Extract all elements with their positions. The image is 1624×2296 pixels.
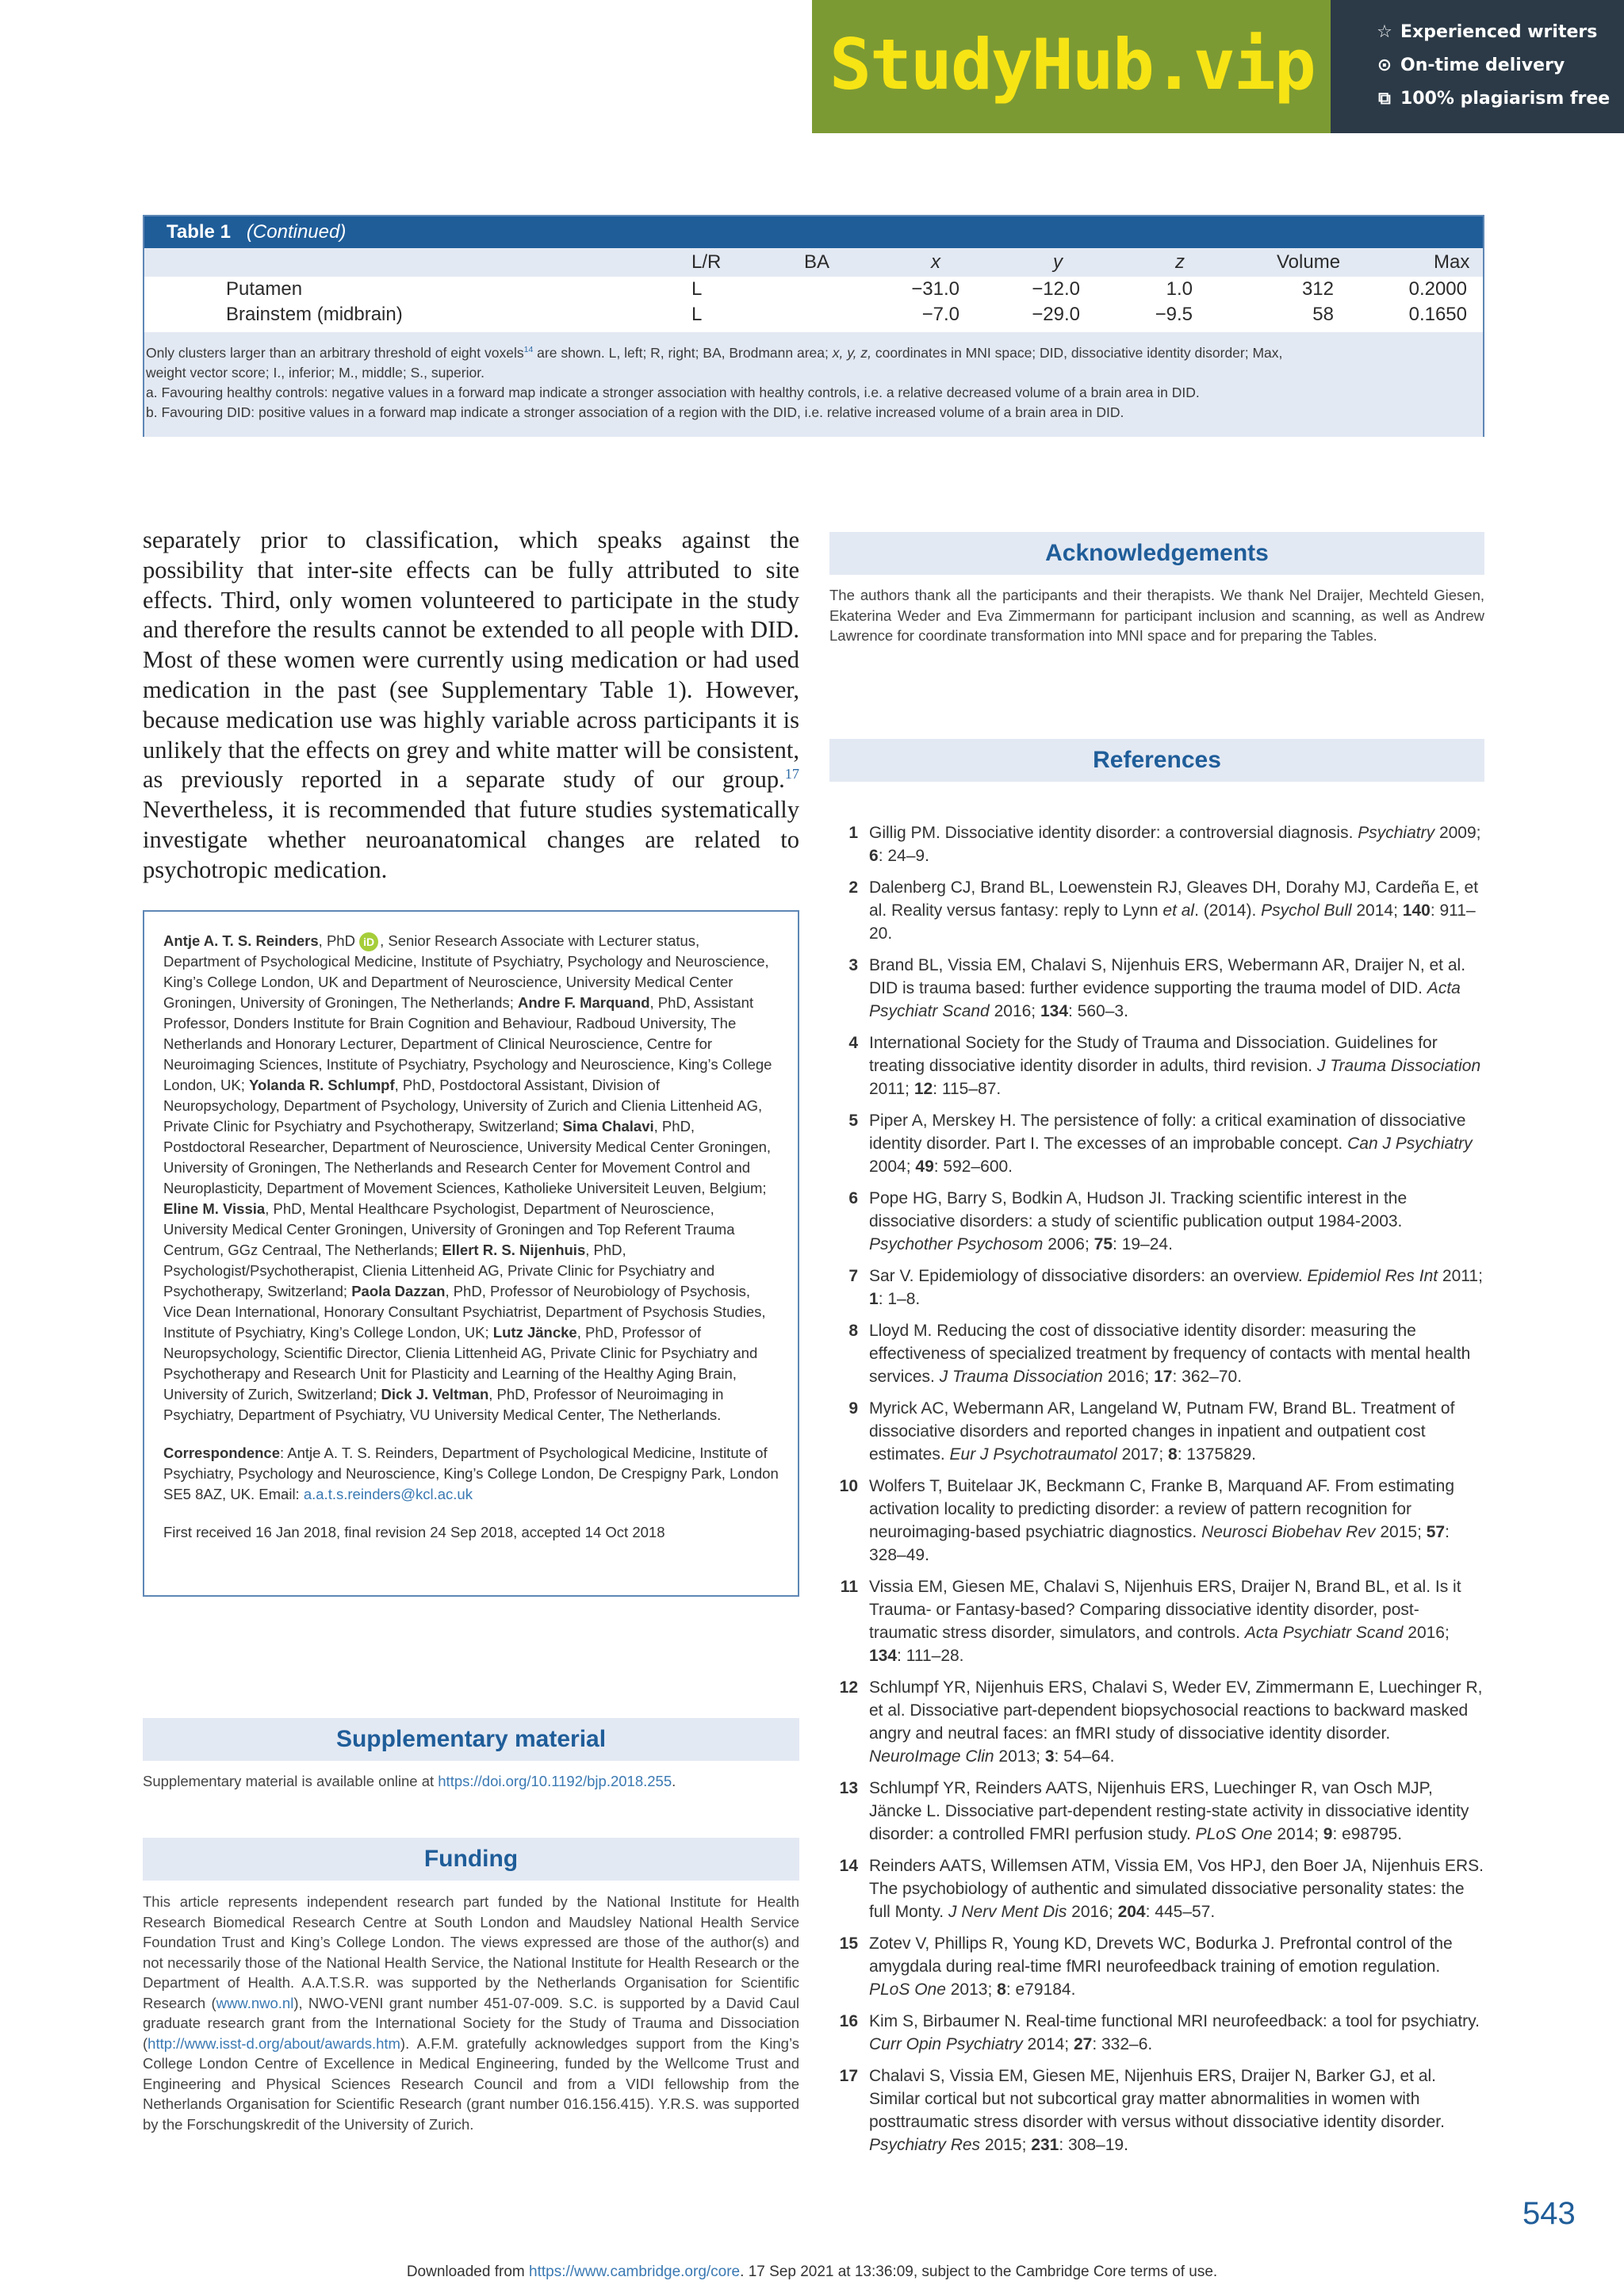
nwo-link[interactable]: www.nwo.nl [216,1994,294,2011]
acknowledgements-heading: Acknowledgements [829,532,1484,575]
journal-name: Can J Psychiatry [1347,1135,1473,1153]
journal-name: Curr Opin Psychiatry [869,2035,1023,2053]
reference-number: 1 [848,824,858,842]
supplementary-heading: Supplementary material [143,1718,799,1761]
banner-feature: ⧉ 100% plagiarism free [1375,89,1610,109]
email-link[interactable]: a.a.t.s.reinders@kcl.ac.uk [303,1486,473,1503]
reference-item: 17 Chalavi S, Vissia EM, Giesen ME, Nijenhuis ERS, Draijer N, Barker GJ, et al. Similar cortical but not subcortical gray matter abnormalities in women with posttraumatic stress disorder with versus without dissociative identity disorder. Psychiatry Res 2015; 231: 308–19. [829,2064,1484,2156]
reference-item: 7 Sar V. Epidemiology of dissociative disorders: an overview. Epidemiol Res Int 2011; 1: 1–8. [829,1265,1484,1311]
clock-icon: ⊙ [1377,55,1392,75]
cambridge-core-link[interactable]: https://www.cambridge.org/core [529,2263,741,2280]
journal-name: J Trauma Dissociation [1316,1057,1481,1075]
reference-item: 11 Vissia EM, Giesen ME, Chalavi S, Nijenhuis ERS, Draijer N, Brand BL, et al. Is it Trauma- or Fantasy-based? Comparing dissociative identity disorder, post-traumatic stress disorder, simulators, and controls. Acta Psychiatr Scand 2016; 134: 111–28. [829,1575,1484,1667]
reference-item: 8 Lloyd M. Reducing the cost of dissociative identity disorder: measuring the effectiveness of specialized treatment by frequency of contacts with mental health services. J Trauma Dissociation 2016; 17: 362–70. [829,1319,1484,1388]
reference-item: 9 Myrick AC, Webermann AR, Langeland W, Putnam FW, Brand BL. Treatment of dissociative disorders and reported changes in inpatient and outpatient cost estimates. Eur J Psychotraumatol 2017; 8: 1375829. [829,1397,1484,1466]
reference-number: 12 [839,1678,858,1697]
journal-name: Psychol Bull [1261,901,1352,920]
star-icon: ☆ [1377,22,1392,42]
reference-item: 10 Wolfers T, Buitelaar JK, Beckmann C, Franke B, Marquand AF. From estimating activation locality to predicting disorder: a review of pattern recognition for neuroimaging-based psychiatric diagnostics. Neurosci Biobehav Rev 2015; 57: 328–49. [829,1475,1484,1567]
col-header: L/R [691,251,722,273]
journal-name: Epidemiol Res Int [1307,1267,1438,1285]
col-header: Volume [1277,251,1341,273]
reference-item: 16 Kim S, Birbaumer N. Real-time functional MRI neurofeedback: a tool for psychiatry. Curr Opin Psychiatry 2014; 27: 332–6. [829,2010,1484,2056]
table-header-row [144,248,1483,277]
journal-name: J Trauma Dissociation [939,1368,1103,1386]
orcid-icon[interactable]: iD [359,932,378,951]
col-header: y [1053,251,1063,273]
author-info-box [143,910,799,1597]
reference-item: 13 Schlumpf YR, Reinders AATS, Nijenhuis ERS, Luechinger R, van Osch MJP, Jäncke L. Dissociative part-dependent resting-state activity in dissociative identity disorder: a controlled FMRI perfusion study. PLoS One 2014; 9: e98795. [829,1777,1484,1846]
table-caption: Table 1 (Continued) [144,216,1483,248]
reference-number: 8 [848,1322,858,1340]
banner-logo-panel [812,0,1331,133]
reference-item: 5 Piper A, Merskey H. The persistence of folly: a critical examination of dissociative identity disorder. Part I. The excesses of an improbable concept. Can J Psychiatry 2004; 49: 592–600. [829,1109,1484,1178]
journal-name: NeuroImage Clin [869,1747,994,1766]
body-paragraph: separately prior to classification, which speaks against the possibility that inter-site effects can be fully attributed to site effects. Third, only women volunteered to participate in the study and therefore the results cannot be extended to all people with DID. Most of these women were currently using medication or had used medication in the past (see Supplementary Table 1). However, because medication use was highly variable across participants it is unlikely that the effects on grey and white matter will be consistent, as previously reported in a separate study of our group.$^{17}$ Nevertheless, it is recommended that future studies systematically investigate whether neuroanatomical changes are related to psychotropic medication. [143,526,799,883]
reference-item: 14 Reinders AATS, Willemsen ATM, Vissia EM, Vos HPJ, den Boer JA, Nijenhuis ERS. The psychobiology of authentic and simulated dissociative personality states: the full Monty. J Nerv Ment Dis 2016; 204: 445–57. [829,1854,1484,1923]
reference-item: 3 Brand BL, Vissia EM, Chalavi S, Nijenhuis ERS, Webermann AR, Draijer N, et al. DID is trauma based: further evidence supporting the trauma model of DID. Acta Psychiatr Scand 2016; 134: 560–3. [829,954,1484,1023]
correspondence: Correspondence: Antje A. T. S. Reinders, Department of Psychological Medicine, Institute of Psychiatry, Psychology and Neuroscience, King’s College London, De Crespigny Park, London SE5 8AZ, UK. Email: a.a.t.s.reinders@kcl.ac.uk [163,1445,779,1503]
journal-name: Psychother Psychosom [869,1235,1044,1253]
reference-number: 9 [848,1399,858,1418]
reference-list [829,821,1484,2165]
reference-item: 2 Dalenberg CJ, Brand BL, Loewenstein RJ, Gleaves DH, Dorahy MJ, Cardeña E, et al. Reality versus fantasy: reply to Lynn et al. (2014). Psychol Bull 2014; 140: 911–20. [829,876,1484,945]
reference-item: 15 Zotev V, Phillips R, Young KD, Drevets WC, Bodurka J. Prefrontal control of the amygdala during real-time fMRI neurofeedback training of emotion regulation. PLoS One 2013; 8: e79184. [829,1932,1484,2001]
reference-number: 16 [839,2012,858,2030]
journal-name: J Nerv Ment Dis [948,1903,1067,1921]
table-1 [143,215,1484,437]
received-dates: First received 16 Jan 2018, final revision 24 Sep 2018, accepted 14 Oct 2018 [163,1524,665,1541]
journal-name: Neurosci Biobehav Rev [1201,1523,1376,1541]
funding-text: This article represents independent research part funded by the National Institute for Health Research Biomedical Research Centre at South London and Maudsley National Health Service Foundation Trust and King’s College London. The views expressed are those of the author(s) and not necessarily those of the National Health Service, the National Institute for Health Research or the Department of Health. A.A.T.S.R. was supported by the Netherlands Organisation for Scientific Research (www.nwo.nl), NWO-VENI grant number 451-07-009. S.C. is supported by a David Caul graduate research grant from the International Society for the Study of Trauma and Dissociation (http://www.isst-d.org/about/awards.htm). A.F.M. gratefully acknowledges support from the King’s College London Centre of Excellence in Medical Engineering, funded by the Wellcome Trust and Engineering and Physical Sciences Research Council and from a VIDI fellowship from the Netherlands Organisation for Scientific Research (grant number 016.156.415). Y.R.S. was supported by the Forschungskredit of the University of Zurich. [143,1893,799,2133]
reference-item: 12 Schlumpf YR, Nijenhuis ERS, Chalavi S, Weder EV, Zimmermann E, Luechinger R, et al. Dissociative part-dependent biopsychosocial reactions to backward masked angry and neutral faces: an fMRI study of dissociative identity disorder. NeuroImage Clin 2013; 3: 54–64. [829,1676,1484,1768]
journal-name: Acta Psychiatr Scand [869,979,1461,1020]
reference-number: 17 [839,2067,858,2085]
reference-number: 6 [848,1189,858,1207]
reference-number: 11 [840,1578,858,1596]
banner-feature: ☆ Experienced writers [1375,22,1597,42]
download-footer: Downloaded from https://www.cambridge.org/core. 17 Sep 2021 at 13:36:09, subject to the Cambridge Core terms of use. [406,2263,1218,2280]
reference-item: 4 International Society for the Study of Trauma and Dissociation. Guidelines for treating dissociative identity disorder in adults, third revision. J Trauma Dissociation 2011; 12: 115–87. [829,1031,1484,1100]
banner-logo: StudyHub.vip [829,24,1315,105]
table-body: Putamen L −31.0 −12.0 1.0 312 0.2000 Brainstem (midbrain) L −7.0 −29.0 −9.5 58 0.1650 [144,277,1483,324]
references-heading: References [829,739,1484,782]
citation-link[interactable]: 17 [784,766,799,783]
journal-name: PLoS One [1195,1825,1273,1843]
reference-number: 2 [848,878,858,897]
col-header: x [931,251,940,273]
banner-feature: ⊙ On-time delivery [1375,55,1565,75]
copy-icon: ⧉ [1378,89,1391,109]
isstd-link[interactable]: http://www.isst-d.org/about/awards.htm [147,2034,400,2052]
reference-number: 7 [848,1267,858,1285]
journal-name: Psychiatry [1358,824,1435,842]
journal-name: Acta Psychiatr Scand [1244,1624,1404,1642]
reference-number: 10 [839,1477,858,1495]
banner-features-panel [1331,0,1624,133]
page-number: 543 [1522,2196,1576,2231]
reference-item: 1 Gillig PM. Dissociative identity disorder: a controversial diagnosis. Psychiatry 2009; 6: 24–9. [829,821,1484,867]
reference-number: 15 [839,1934,858,1953]
col-header: Max [1434,251,1470,273]
ad-banner[interactable] [812,0,1624,133]
col-header: z [1175,251,1185,273]
table-notes: Only clusters larger than an arbitrary threshold of eight voxels$^{14}$ are shown. L, left; R, right; BA, Brodmann area; x, y, z, coordinates in MNI space; DID, dissociative identity disorder; Max, weight vector score; I., inferior; M., middle; S., superior. a. Favouring healthy controls: negative values in a forward map indicate a stronger association with healthy controls, i.e. a relative decreased volume of a brain area in DID. b. Favouring DID: positive values in a forward map indicate a stronger association of a region with the DID, i.e. relative increased volume of a brain area in DID. [144,332,1483,437]
supplementary-text: Supplementary material is available online at https://doi.org/10.1192/bjp.2018.255. [143,1773,676,1789]
journal-name: Psychiatry Res [869,2136,981,2154]
acknowledgements-text: The authors thank all the participants and their therapists. We thank Nel Draijer, Mechteld Giesen, Ekaterina Weder and Eva Zimmermann for participant inclusion and scanning, as well as Andrew Lawrence for coordinate transformation into MNI space and for preparing the Tables. [829,587,1484,644]
reference-number: 5 [848,1112,858,1130]
funding-heading: Funding [143,1838,799,1881]
col-header: BA [804,251,830,273]
journal-name: PLoS One [869,1980,946,1999]
reference-number: 13 [839,1779,858,1797]
reference-number: 3 [848,956,858,974]
reference-number: 4 [848,1034,858,1052]
supplementary-link[interactable]: https://doi.org/10.1192/bjp.2018.255 [438,1773,672,1789]
author-affiliations: Antje A. T. S. Reinders, PhD iD , Senior Research Associate with Lecturer status, Department of Psychological Medicine, Institute of Psychiatry, Psychology and Neuroscience, King’s College London, UK and Department of Neuroscience, University Medical Center Groningen, University of Groningen, The Netherlands; Andre F. Marquand, PhD, Assistant Professor, Donders Institute for Brain Cognition and Behaviour, Radboud University, The Netherlands and Honorary Lecturer, Department of Clinical Neuroscience, Centre for Neuroimaging Sciences, Institute of Psychiatry, Psychology and Neuroscience, King’s College London, UK; Yolanda R. Schlumpf, PhD, Postdoctoral Assistant, Division of Neuropsychology, Department of Psychology, University of Zurich and Clienia Littenheid AG, Private Clinic for Psychiatry and Psychotherapy, Switzerland; Sima Chalavi, PhD, Postdoctoral Researcher, Department of Neuroscience, University Medical Center Groningen, University of Groningen, The Netherlands and Research Center for Movement Control and Neuroplasticity, Department of Movement Sciences, Katholieke Universiteit Leuven, Belgium; Eline M. Vissia, PhD, Mental Healthcare Psychologist, Department of Neuroscience, University Medical Center Groningen, University of Groningen and Top Referent Trauma Centrum, GGz Centraal, The Netherlands; Ellert R. S. Nijenhuis, PhD, Psychologist/Psychotherapist, Clienia Littenheid AG, Private Clinic for Psychiatry and Psychotherapy, Switzerland; Paola Dazzan, PhD, Professor of Neurobiology of Psychosis, Vice Dean International, Honorary Consultant Psychiatrist, Department of Psychosis Studies, Institute of Psychiatry, King’s College London, UK; Lutz Jäncke, PhD, Professor of Neuropsychology, Scientific Director, Clienia Littenheid AG, Private Clinic for Psychiatry and Psychotherapy and Research Unit for Plasticity and Learning of the Healthy Aging Brain, University of Zurich, Switzerland; Dick J. Veltman, PhD, Professor of Neuroimaging in Psychiatry, Department of Psychiatry, VU University Medical Center, The Netherlands. [163,932,772,1424]
journal-name: Eur J Psychotraumatol [949,1445,1117,1464]
reference-number: 14 [839,1857,858,1875]
reference-item: 6 Pope HG, Barry S, Bodkin A, Hudson JI. Tracking scientific interest in the dissociative disorders: a study of scientific publication output 1984-2003. Psychother Psychosom 2006; 75: 19–24. [829,1187,1484,1256]
